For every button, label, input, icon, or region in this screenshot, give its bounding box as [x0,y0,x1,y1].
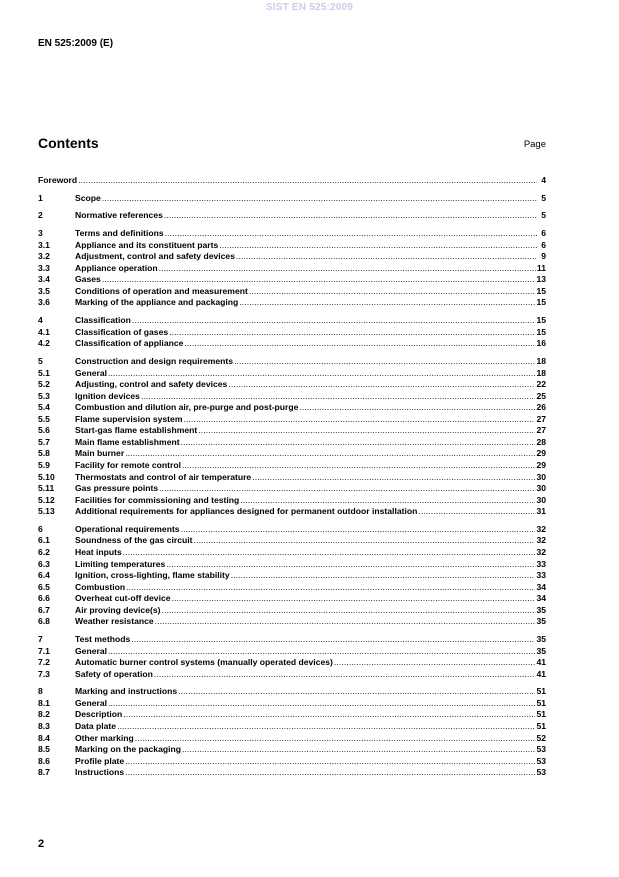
toc-entry-page: 9 [541,251,546,262]
dot-leader [108,646,535,658]
toc-entry[interactable] [38,570,546,582]
dot-leader [164,210,537,222]
toc-entry-page: 5 [541,192,546,203]
toc-entry[interactable] [38,559,546,571]
toc-entry-page: 4 [541,175,546,185]
dot-leader [132,315,536,327]
toc-entry-page: 26 [536,402,546,413]
toc-entry[interactable] [38,193,546,205]
toc-entry-page: 51 [536,686,546,697]
dot-leader [108,368,535,380]
toc-entry-title: Foreword [38,175,78,185]
toc-entry-page: 53 [536,744,546,755]
toc-entry-title: Heat inputs [75,546,122,557]
toc-entry-title: Combustion [75,581,126,592]
toc-entry-page: 30 [536,494,546,505]
toc-entry[interactable] [38,721,546,733]
toc-entry-title: Instructions [75,767,125,778]
toc-entry-title: Classification [75,315,131,326]
dot-leader [117,721,535,733]
dot-leader [219,240,537,252]
toc-entry[interactable] [38,425,546,437]
toc-entry-number: 6.3 [38,558,50,569]
toc-entry[interactable] [38,733,546,745]
toc-entry-number: 8.1 [38,697,50,708]
toc-entry-page: 5 [541,210,546,221]
toc-entry[interactable] [38,669,546,681]
toc-entry-number: 3.1 [38,239,50,250]
toc-entry-page: 34 [536,581,546,592]
toc-entry-number: 7.3 [38,668,50,679]
toc-entry-number: 5.10 [38,471,55,482]
toc-entry-title: Adjusting, control and safety devices [75,379,228,390]
dot-leader [193,535,535,547]
toc-entry-number: 6.6 [38,593,50,604]
dot-leader [334,657,536,669]
toc-entry-page: 16 [536,338,546,349]
toc-entry[interactable] [38,698,546,710]
dot-leader [249,286,536,298]
dot-leader [126,582,535,594]
toc-entry-number: 5.7 [38,436,50,447]
toc-entry-number: 5.2 [38,379,50,390]
toc-entry-page: 31 [536,506,546,517]
toc-entry-page: 32 [536,535,546,546]
toc-entry-page: 41 [536,657,546,668]
dot-leader [299,402,535,414]
toc-entry-page: 27 [536,425,546,436]
toc-entry[interactable] [38,616,546,628]
toc-entry-number: 6.1 [38,535,50,546]
toc-entry[interactable] [38,709,546,721]
toc-entry-title: Adjustment, control and safety devices [75,251,235,262]
toc-entry[interactable] [38,657,546,669]
toc-entry-title: Thermostats and control of air temperature [75,471,252,482]
toc-entry-number: 4.2 [38,338,50,349]
toc-entry-page: 33 [536,558,546,569]
toc-entry-title: Automatic burner control systems (manually operated devices) [75,657,333,668]
toc-entry-number: 6.4 [38,570,50,581]
toc-entry-number: 3.6 [38,297,50,308]
toc-entry-page: 6 [541,239,546,250]
toc-entry-title: Description [75,709,123,720]
toc-entry-page: 33 [536,570,546,581]
toc-entry-title: Classification of appliance [75,338,184,349]
toc-entry-page: 35 [536,616,546,627]
toc-entry-title: Construction and design requirements [75,356,234,367]
dot-leader [182,460,535,472]
toc-entry-page: 30 [536,483,546,494]
toc-entry-number: 8.2 [38,709,50,720]
dot-leader [125,767,535,779]
toc-entry-title: Start-gas flame establishment [75,425,198,436]
toc-entry-number: 4.1 [38,326,50,337]
toc-entry-page: 15 [536,315,546,326]
toc-entry-page: 30 [536,471,546,482]
toc-entry-number: 8.4 [38,732,50,743]
toc-entry[interactable] [38,437,546,449]
toc-entry-number: 5.6 [38,425,50,436]
toc-entry-title: Data plate [75,721,117,732]
toc-entry-number: 8.6 [38,755,50,766]
toc-entry[interactable] [38,495,546,507]
toc-entry[interactable] [38,593,546,605]
toc-entry[interactable] [38,210,546,222]
toc-entry-page: 15 [536,297,546,308]
toc-entry-page: 13 [536,274,546,285]
toc-entry[interactable] [38,646,546,658]
dot-leader [102,193,537,205]
toc-entry-number: 3.3 [38,262,50,273]
toc-entry[interactable] [38,756,546,768]
toc-entry-page: 27 [536,413,546,424]
toc-entry[interactable] [38,228,546,240]
toc-entry-number: 7.2 [38,657,50,668]
toc-entry-page: 15 [536,326,546,337]
toc-entry[interactable] [38,286,546,298]
toc-entry-number: 3.4 [38,274,50,285]
toc-entry-page: 35 [536,634,546,644]
toc-entry-page: 29 [536,448,546,459]
toc-entry-number: 5 [38,356,43,367]
toc-entry[interactable] [38,605,546,617]
toc-entry-title: Weather resistance [75,616,154,627]
toc-entry-title: Test methods [75,634,131,644]
dot-leader [141,391,535,403]
toc-entry-page: 53 [536,767,546,778]
toc-entry-title: Marking of the appliance and packaging [75,297,239,308]
toc-entry-title: Operational requirements [75,523,180,534]
toc-entry-number: 6.8 [38,616,50,627]
toc-entry-title: Terms and definitions [75,228,164,239]
toc-entry-title: Conditions of operation and measurement [75,285,248,296]
toc-entry-title: Scope [75,192,101,203]
toc-entry-title: Air proving device(s) [75,604,161,615]
toc-entry-page: 6 [541,228,546,239]
document-id: EN 525:2009 (E) [38,38,114,49]
dot-leader [228,379,535,391]
toc-entry-number: 5.13 [38,506,55,517]
toc-entry-title: Overheat cut-off device [75,593,171,604]
toc-entry[interactable] [38,356,546,368]
toc-entry-page: 32 [536,546,546,557]
toc-entry-page: 15 [536,285,546,296]
toc-entry-title: Soundness of the gas circuit [75,535,193,546]
dot-leader [123,709,535,721]
dot-leader [108,698,535,710]
toc-entry-number: 5.4 [38,402,50,413]
toc-entry[interactable] [38,251,546,263]
dot-leader [123,547,536,559]
toc-entry-title: Flame supervision system [75,413,183,424]
toc-entry-page: 51 [536,709,546,720]
toc-entry-number: 4 [38,315,43,326]
toc-entry-foreword[interactable] [38,175,546,187]
toc-entry[interactable] [38,448,546,460]
toc-entry-title: Marking on the packaging [75,744,182,755]
dot-leader [155,616,536,628]
dot-leader [125,448,535,460]
toc-entry-page: 22 [536,379,546,390]
toc-entry[interactable] [38,460,546,472]
toc-entry[interactable] [38,274,546,286]
toc-entry-number: 3.2 [38,251,50,262]
toc-entry-page: 29 [536,459,546,470]
watermark: SIST EN 525:2009 [265,2,354,13]
dot-leader [178,686,535,698]
toc-entry[interactable] [38,379,546,391]
toc-entry[interactable] [38,263,546,275]
page-number: 2 [38,838,45,850]
dot-leader [102,274,536,286]
toc-entry-title: Main flame establishment [75,436,180,447]
toc-entry-number: 6 [38,523,43,534]
table-of-contents [38,175,546,779]
toc-entry-title: Profile plate [75,755,125,766]
dot-leader [159,483,535,495]
dot-leader [131,634,535,646]
toc-entry[interactable] [38,240,546,252]
toc-entry-title: Additional requirements for appliances designed for permanent outdoor installation [75,506,418,517]
dot-leader [240,495,535,507]
toc-entry[interactable] [38,297,546,309]
toc-entry[interactable] [38,582,546,594]
dot-leader [135,733,536,745]
toc-entry-title: Appliance operation [75,262,158,273]
toc-entry[interactable] [38,391,546,403]
page-column-label: Page [523,139,546,150]
toc-entry-number: 8.5 [38,744,50,755]
toc-entry-number: 7.1 [38,645,50,656]
toc-entry-number: 8.7 [38,767,50,778]
toc-entry-page: 11 [536,262,546,273]
toc-entry-title: Combustion and dilution air, pre-purge and post-purge [75,402,299,413]
toc-entry-title: Limiting temperatures [75,558,166,569]
dot-leader [161,605,535,617]
toc-entry-number: 8.3 [38,721,50,732]
toc-entry[interactable] [38,744,546,756]
dot-leader [165,228,537,240]
toc-entry-title: Gas pressure points [75,483,159,494]
toc-entry-page: 53 [536,755,546,766]
dot-leader [78,175,537,187]
toc-entry-number: 6.7 [38,604,50,615]
dot-leader [169,327,535,339]
toc-entry-number: 7 [38,634,43,644]
dot-leader [181,437,536,449]
dot-leader [252,472,535,484]
toc-entry-title: Other marking [75,732,134,743]
toc-entry-title: Main burner [75,448,125,459]
toc-entry[interactable] [38,686,546,698]
dot-leader [172,593,536,605]
dot-leader [231,570,536,582]
page-title: Contents [38,135,99,151]
toc-entry-title: Ignition, cross-lighting, flame stability [75,570,230,581]
dot-leader [182,744,535,756]
dot-leader [159,263,536,275]
toc-entry[interactable] [38,414,546,426]
toc-entry-page: 32 [536,523,546,534]
toc-entry[interactable] [38,524,546,536]
toc-entry-page: 28 [536,436,546,447]
dot-leader [234,356,535,368]
toc-entry[interactable] [38,506,546,518]
toc-entry-number: 6.5 [38,581,50,592]
toc-entry-title: Normative references [75,210,163,221]
toc-entry-page: 35 [536,604,546,615]
dot-leader [154,669,536,681]
toc-entry[interactable] [38,634,546,646]
toc-entry-number: 6.2 [38,546,50,557]
toc-entry-number: 1 [38,192,43,203]
dot-leader [125,756,535,768]
toc-entry-title: General [75,367,108,378]
toc-entry-number: 8 [38,686,43,697]
toc-entry-page: 18 [536,367,546,378]
toc-entry-title: Gases [75,274,101,285]
toc-entry[interactable] [38,767,546,779]
dot-leader [183,414,535,426]
toc-entry-title: Marking and instructions [75,686,178,697]
toc-entry-number: 3.5 [38,285,50,296]
toc-entry[interactable] [38,315,546,327]
toc-entry-page: 41 [536,668,546,679]
toc-entry-title: General [75,645,108,656]
toc-entry-number: 5.9 [38,459,50,470]
toc-entry-title: Facility for remote control [75,459,182,470]
toc-entry-title: Ignition devices [75,390,140,401]
dot-leader [236,251,537,263]
toc-entry-number: 5.5 [38,413,50,424]
toc-entry-number: 5.12 [38,494,55,505]
toc-entry-page: 35 [536,645,546,656]
toc-entry-page: 51 [536,721,546,732]
toc-entry[interactable] [38,402,546,414]
toc-entry-number: 5.1 [38,367,50,378]
toc-entry[interactable] [38,483,546,495]
dot-leader [239,297,535,309]
toc-entry-page: 51 [536,697,546,708]
toc-entry-title: Appliance and its constituent parts [75,239,219,250]
toc-entry[interactable] [38,338,546,350]
toc-entry-title: Classification of gases [75,326,169,337]
toc-entry-number: 5.3 [38,390,50,401]
toc-entry-number: 2 [38,210,43,221]
toc-entry-title: Facilities for commissioning and testing [75,494,240,505]
toc-entry[interactable] [38,547,546,559]
toc-entry-page: 25 [536,390,546,401]
toc-entry-number: 3 [38,228,43,239]
dot-leader [418,506,535,518]
toc-entry-title: Safety of operation [75,668,153,679]
toc-entry-page: 18 [536,356,546,367]
toc-entry[interactable] [38,472,546,484]
toc-entry[interactable] [38,327,546,339]
dot-leader [184,338,535,350]
dot-leader [181,524,536,536]
toc-entry-number: 5.11 [38,483,55,494]
toc-entry-title: General [75,697,108,708]
toc-entry-page: 34 [536,593,546,604]
toc-entry-page: 52 [536,732,546,743]
toc-entry[interactable] [38,535,546,547]
dot-leader [198,425,535,437]
toc-entry-number: 5.8 [38,448,50,459]
dot-leader [166,559,535,571]
toc-entry[interactable] [38,368,546,380]
